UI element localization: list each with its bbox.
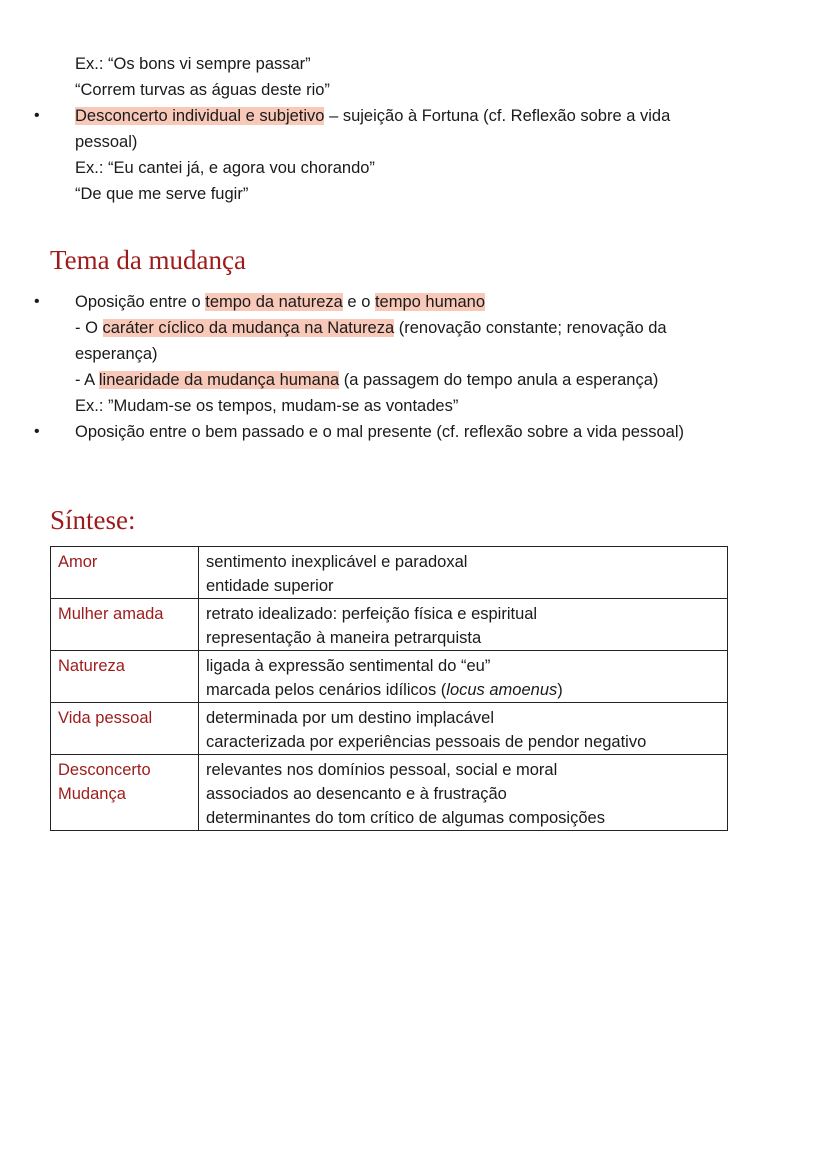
value-line: associados ao desencanto e à frustração <box>206 785 507 803</box>
section-heading: Síntese: <box>50 505 136 535</box>
sub-item <box>75 367 658 393</box>
row-value <box>199 651 728 703</box>
table-row <box>51 651 728 703</box>
synthesis-table <box>50 546 728 831</box>
bullet-icon: • <box>34 293 40 310</box>
row-value <box>199 547 728 599</box>
highlighted-text: tempo da natureza <box>205 293 343 311</box>
sub-item <box>75 315 667 341</box>
row-key <box>51 703 199 755</box>
bullet-item <box>75 103 670 129</box>
example-line: “Correm turvas as águas deste rio” <box>75 81 330 99</box>
value-line: ligada à expressão sentimental do “eu” <box>206 657 491 675</box>
highlighted-text: caráter cíclico da mudança na Natureza <box>102 319 395 337</box>
value-text: ) <box>557 681 563 699</box>
value-line: sentimento inexplicável e paradoxal <box>206 553 468 571</box>
bullet-text: Oposição entre o <box>75 293 206 311</box>
bullet-item <box>75 289 485 315</box>
key-label: Natureza <box>58 657 125 675</box>
sub-item-continued: esperança) <box>75 345 158 363</box>
key-label: Mudança <box>58 785 126 803</box>
example-line: Ex.: “Os bons vi sempre passar” <box>75 55 311 73</box>
example-line: Ex.: “Eu cantei já, e agora vou chorando” <box>75 159 375 177</box>
highlighted-text: tempo humano <box>374 293 486 311</box>
sub-item-text: (renovação constante; renovação da <box>394 319 667 337</box>
key-label: Desconcerto <box>58 761 151 779</box>
value-line: determinantes do tom crítico de algumas composições <box>206 809 605 827</box>
bullet-text: e o <box>342 293 375 311</box>
bullet-item: Oposição entre o bem passado e o mal presente (cf. reflexão sobre a vida pessoal) <box>75 423 685 441</box>
example-line: “De que me serve fugir” <box>75 185 249 203</box>
table-row <box>51 703 728 755</box>
value-line: relevantes nos domínios pessoal, social e moral <box>206 761 558 779</box>
key-label: Amor <box>58 553 98 571</box>
value-text: marcada pelos cenários idílicos ( <box>206 681 447 699</box>
highlighted-text: linearidade da mudança humana <box>98 371 340 389</box>
row-key <box>51 599 199 651</box>
row-key <box>51 651 199 703</box>
highlighted-text: Desconcerto individual e subjetivo <box>75 107 325 125</box>
value-italic-text: locus amoenus <box>446 681 558 699</box>
example-line: Ex.: ”Mudam-se os tempos, mudam-se as vontades” <box>75 397 459 415</box>
row-value <box>199 599 728 651</box>
table-row <box>51 755 728 831</box>
value-line: entidade superior <box>206 577 334 595</box>
row-value <box>199 703 728 755</box>
value-line: caracterizada por experiências pessoais de pendor negativo <box>206 733 647 751</box>
key-label: Mulher amada <box>58 605 164 623</box>
sub-item-prefix: - O <box>75 319 103 337</box>
value-line: representação à maneira petrarquista <box>206 629 482 647</box>
row-value <box>199 755 728 831</box>
value-line: determinada por um destino implacável <box>206 709 494 727</box>
key-label: Vida pessoal <box>58 709 153 727</box>
table-row <box>51 599 728 651</box>
bullet-text-continued: pessoal) <box>75 133 138 151</box>
section-heading: Tema da mudança <box>50 245 247 275</box>
sub-item-prefix: - A <box>75 371 99 389</box>
value-line: retrato idealizado: perfeição física e espiritual <box>206 605 538 623</box>
table-row <box>51 547 728 599</box>
sub-item-text: (a passagem do tempo anula a esperança) <box>339 371 659 389</box>
value-line <box>206 678 720 702</box>
row-key <box>51 755 199 831</box>
bullet-icon: • <box>34 423 40 440</box>
bullet-icon: • <box>34 107 40 124</box>
row-key <box>51 547 199 599</box>
bullet-text: – sujeição à Fortuna (cf. Reflexão sobre a vida <box>324 107 671 125</box>
